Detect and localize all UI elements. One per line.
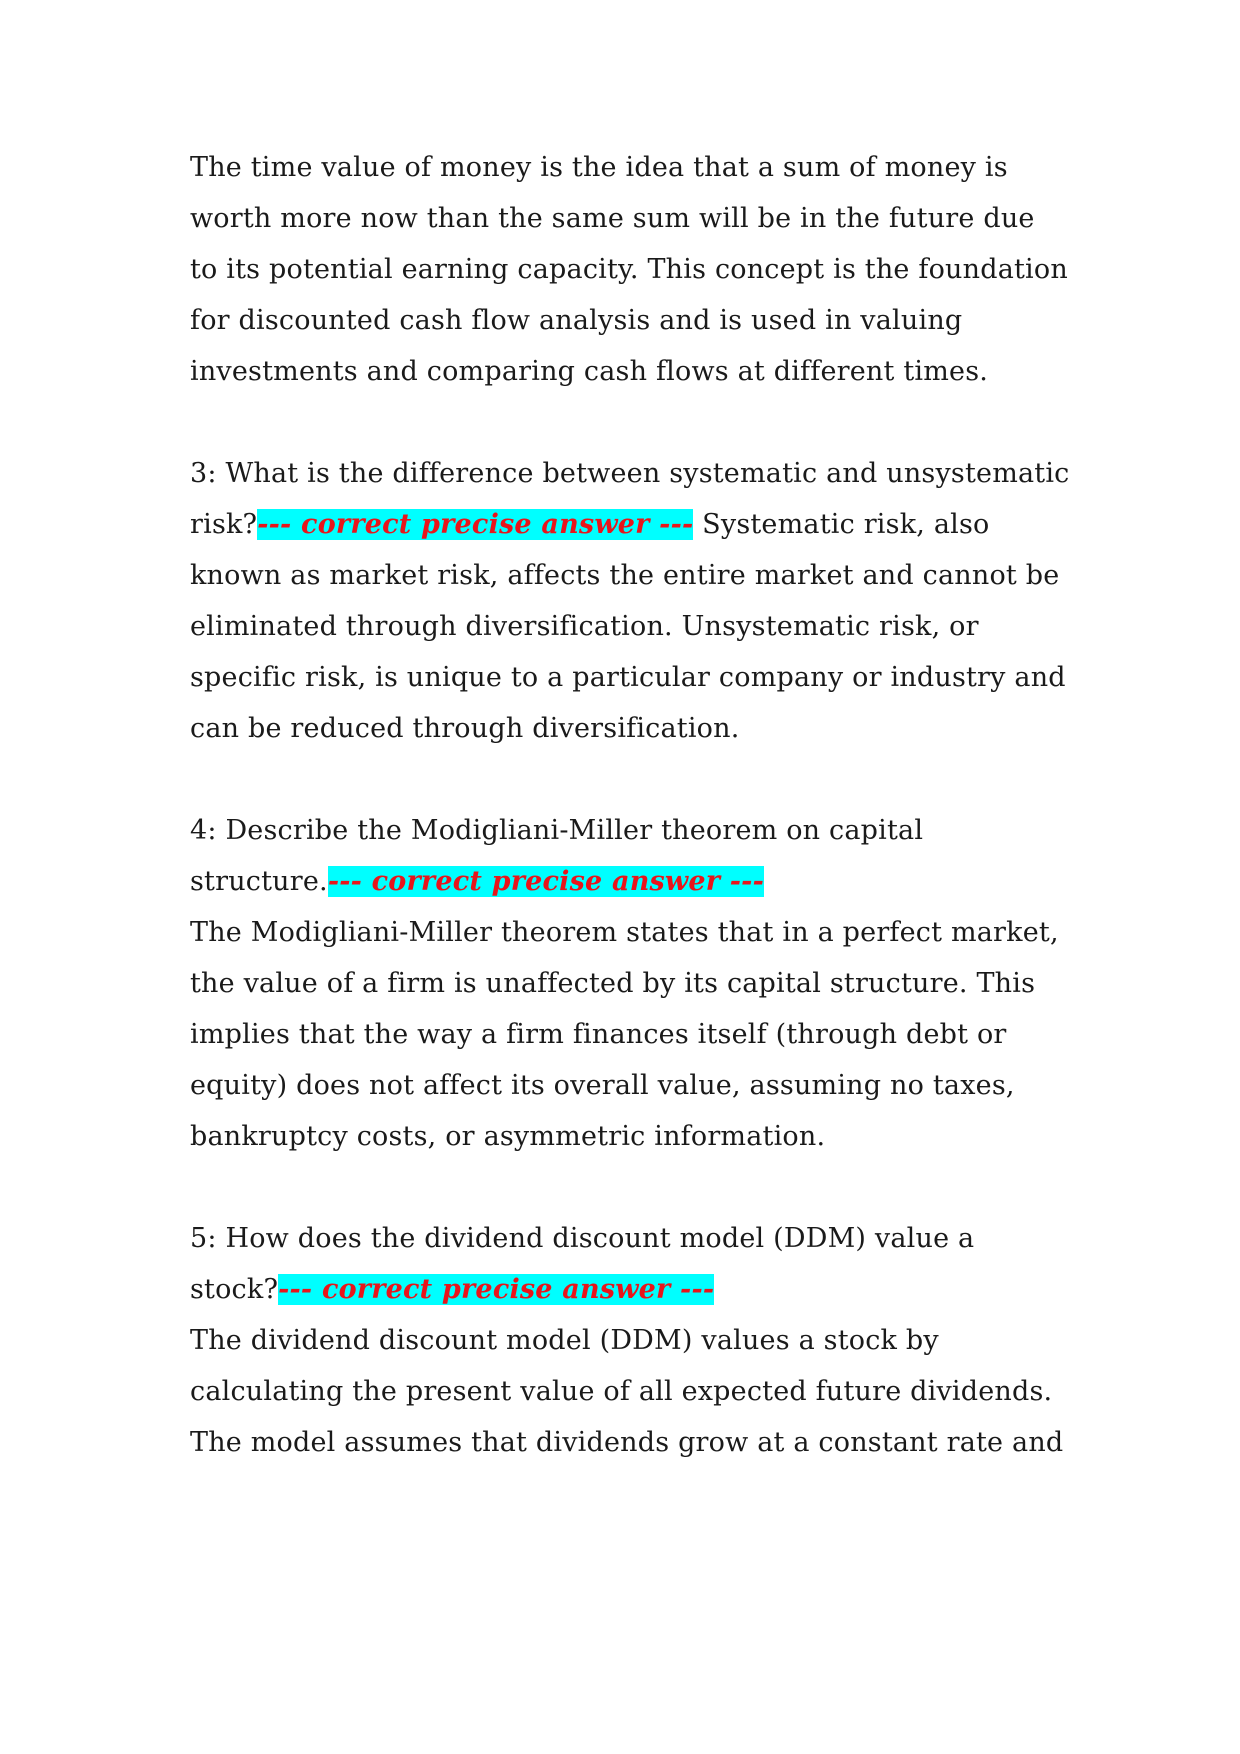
answer-5-text: The dividend discount model (DDM) values a stock by calculating the present value of all expected future dividends. The model assumes that dividends grow at a constant rate and bbox=[190, 1325, 1064, 1458]
question-4-text: 4: Describe the Modigliani-Miller theorem on capital structure. bbox=[190, 815, 924, 897]
question-5-text: 5: How does the dividend discount model (DDM) value a stock? bbox=[190, 1223, 975, 1305]
document-body bbox=[190, 142, 1070, 1468]
question-3-block bbox=[190, 448, 1070, 754]
question-5-block bbox=[190, 1213, 1070, 1468]
question-3-text: 3: What is the difference between systematic and unsystematic risk? bbox=[190, 458, 1070, 540]
intro-paragraph bbox=[190, 142, 1070, 397]
answer-4-text: The Modigliani-Miller theorem states that in a perfect market, the value of a firm is unaffected by its capital structure. This implies that the way a firm finances itself (through debt or equity) does not affect its overall value, assuming no taxes, bankruptcy costs, or asymmetric information. bbox=[190, 917, 1059, 1152]
answer-3-text: Systematic risk, also known as market risk, affects the entire market and cannot be eliminated through diversification. Unsystematic risk, or specific risk, is unique to a particular company or industry and can be reduced through diversification. bbox=[190, 509, 1066, 744]
answer-marker-highlight: --- correct precise answer --- bbox=[327, 866, 764, 897]
answer-marker-highlight: --- correct precise answer --- bbox=[278, 1274, 715, 1305]
paragraph-text: The time value of money is the idea that a sum of money is worth more now than the same sum will be in the future due to its potential earning capacity. This concept is the foundation for discounted cash flow analysis and is used in valuing investments and comparing cash flows at different times. bbox=[190, 152, 1068, 387]
question-4-block bbox=[190, 805, 1070, 1162]
answer-marker-highlight: --- correct precise answer --- bbox=[257, 509, 694, 540]
